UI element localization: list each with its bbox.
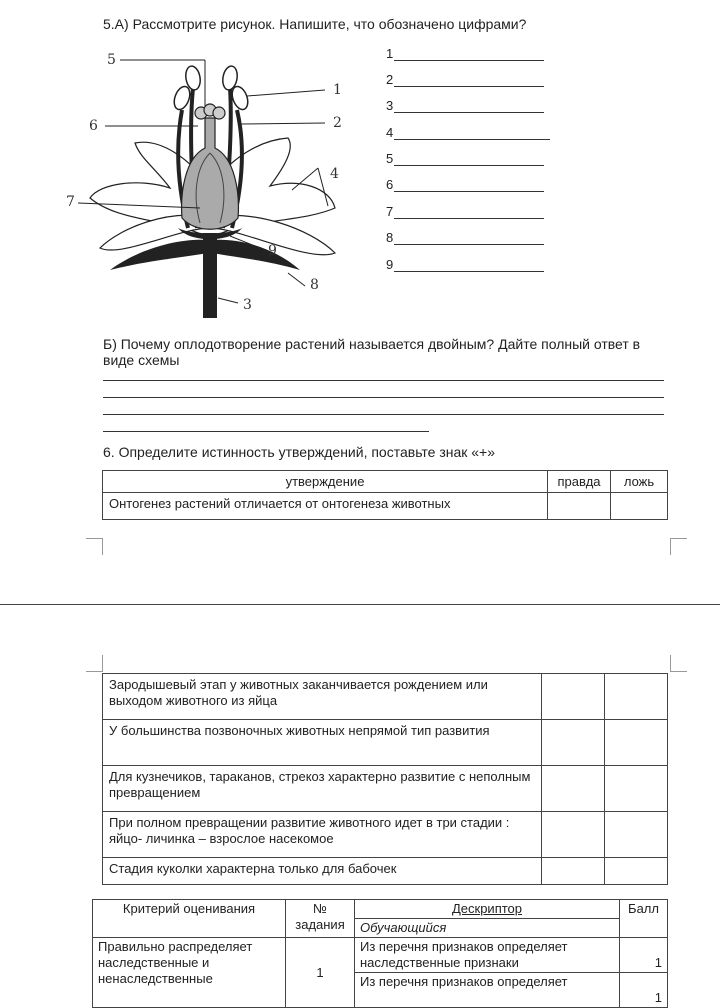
task6-title: 6. Определите истинность утверждений, поставьте знак «+» [103,444,496,460]
statement-cell: Онтогенез растений отличается от онтогенеза животных [103,493,548,520]
descriptor-cell: Из перечня признаков определяет [355,973,620,1008]
true-cell[interactable] [542,766,605,812]
answer-line-7[interactable]: 7 [386,204,544,219]
answer-line-9[interactable]: 9 [386,257,544,272]
answer-line-2[interactable]: 2 [386,72,544,87]
table-row [103,766,668,812]
answer-line-6[interactable]: 6 [386,177,544,192]
figure-label-4: 4 [330,166,339,182]
answer-write-line[interactable] [103,397,664,398]
crop-mark [670,655,687,672]
statements-table [102,470,668,520]
table-row [103,858,668,885]
table-row [103,493,668,520]
header-score: Балл [620,900,668,938]
header-false: ложь [611,471,668,493]
crop-mark [86,538,103,555]
true-cell[interactable] [542,812,605,858]
question-b: Б) Почему оплодотворение растений называется двойным? Дайте полный ответ в виде схемы [103,336,641,368]
statement-cell: Стадия куколки характерна только для бабочек [103,858,542,885]
false-cell[interactable] [605,812,668,858]
header-task-number: № задания [286,900,355,938]
page-separator [0,604,720,605]
table-row [103,812,668,858]
false-cell[interactable] [605,674,668,720]
task5-title: 5.А) Рассмотрите рисунок. Напишите, что обозначено цифрами? [103,16,527,32]
header-true: правда [548,471,611,493]
answer-line-3[interactable]: 3 [386,98,544,113]
false-cell[interactable] [611,493,668,520]
figure-label-6: 6 [89,118,98,134]
answer-write-line[interactable] [103,380,664,381]
figure-label-3: 3 [243,297,252,313]
answer-write-line[interactable] [103,414,664,415]
answer-line-4[interactable]: 4 [386,125,550,140]
header-criterion: Критерий оценивания [93,900,286,938]
statement-cell: Зародышевый этап у животных заканчивается рождением или выходом животного из яйца [103,674,542,720]
descriptor-cell: Из перечня признаков определяет наследственные признаки [355,938,620,973]
true-cell[interactable] [542,858,605,885]
crop-mark [670,538,687,555]
figure-label-1: 1 [333,82,342,98]
criterion-cell: Правильно распределяет наследственные и ненаследственные [93,938,286,1008]
statement-cell: При полном превращении развитие животного идет в три стадии : яйцо- личинка – взрослое насекомое [103,812,542,858]
answer-line-5[interactable]: 5 [386,151,544,166]
header-descriptor: Дескриптор [355,900,620,919]
score-cell: 1 [620,973,668,1008]
subheader-student: Обучающийся [355,919,620,938]
true-cell[interactable] [542,674,605,720]
true-cell[interactable] [548,493,611,520]
true-cell[interactable] [542,720,605,766]
criteria-table [92,899,668,1008]
answer-write-line[interactable] [103,431,429,432]
figure-label-5: 5 [107,52,116,68]
figure-label-8: 8 [310,277,319,293]
header-statement: утверждение [103,471,548,493]
statement-cell: Для кузнечиков, тараканов, стрекоз характерно развитие с неполным превращением [103,766,542,812]
table-row [103,720,668,766]
score-cell: 1 [620,938,668,973]
false-cell[interactable] [605,720,668,766]
answer-line-8[interactable]: 8 [386,230,544,245]
table-row [93,938,668,973]
answer-line-1[interactable]: 1 [386,46,544,61]
figure-label-7: 7 [66,194,75,210]
table-row [103,674,668,720]
task-number-cell: 1 [286,938,355,1008]
figure-label-9: 9 [268,243,277,259]
figure-label-2: 2 [333,115,342,131]
statement-cell: У большинства позвоночных животных непрямой тип развития [103,720,542,766]
false-cell[interactable] [605,858,668,885]
statements-table-continued [102,673,668,885]
crop-mark [86,655,103,672]
false-cell[interactable] [605,766,668,812]
